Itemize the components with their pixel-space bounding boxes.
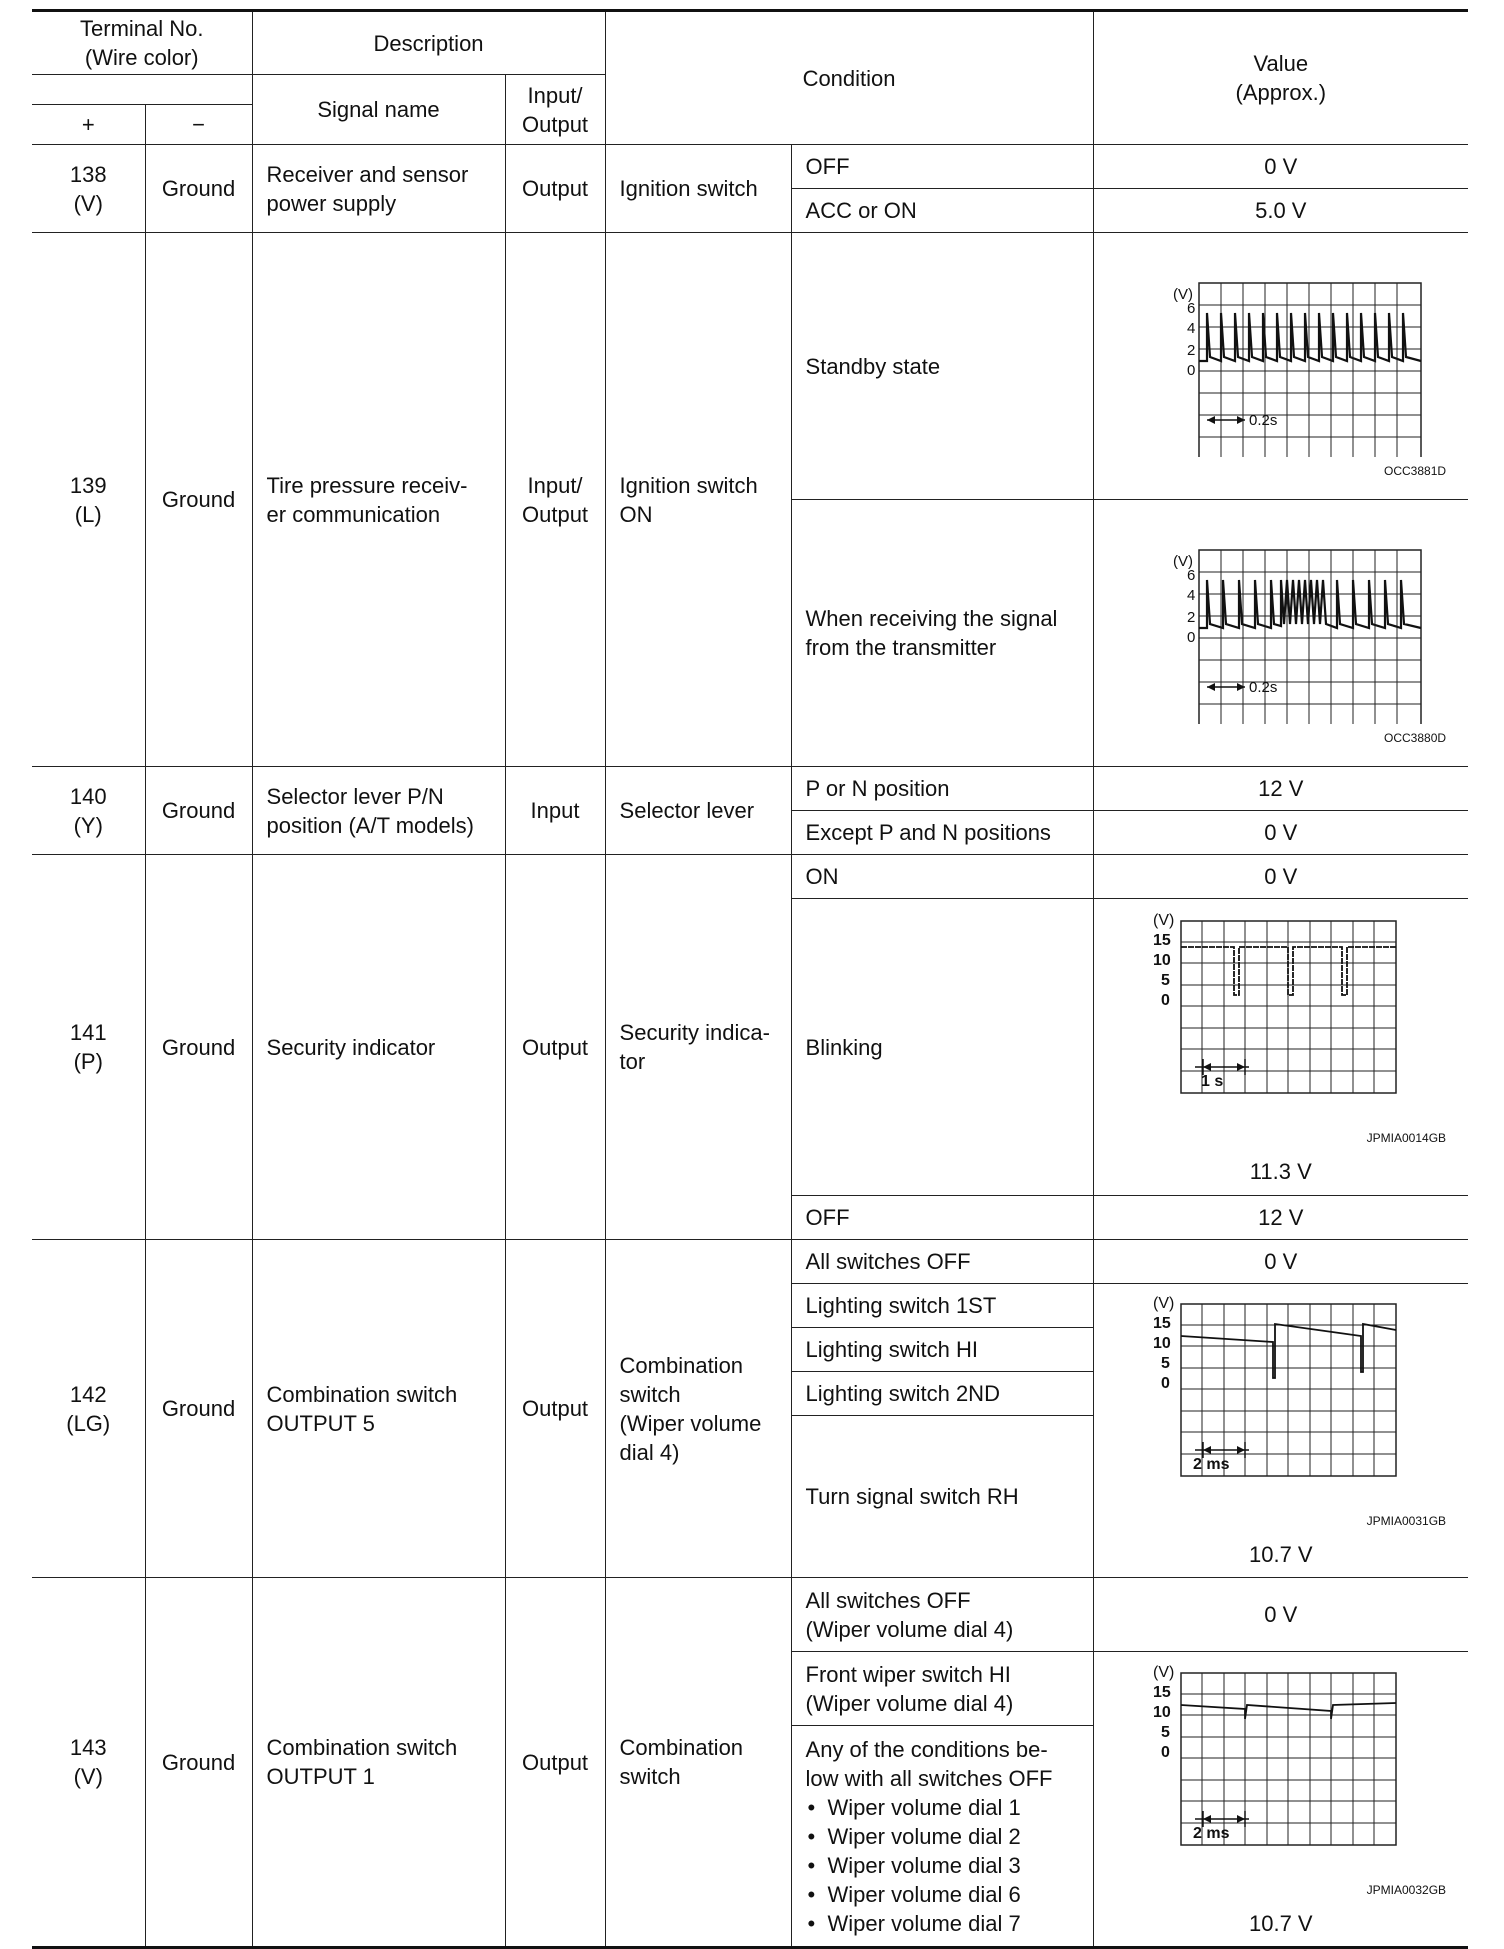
figure-code: JPMIA0031GB — [1366, 1514, 1447, 1528]
waveform-occ3881d — [1131, 247, 1431, 457]
io-cell: Output — [505, 855, 605, 1240]
scope-grid — [1199, 550, 1421, 724]
subcondition-cell: OFF — [791, 1196, 1093, 1240]
wiper-dial-list — [806, 1793, 1079, 1938]
time-label: 1 s — [1200, 1072, 1224, 1090]
condition-cell: Selector lever — [605, 767, 791, 855]
table-row — [32, 855, 1468, 899]
table-row — [32, 145, 1468, 189]
table-row — [32, 233, 1468, 500]
terminal-cell: 139 (L) — [32, 233, 145, 767]
signal-cell: Security indicator — [252, 855, 505, 1240]
header-row — [32, 11, 1468, 75]
waveform-jpmia0014gb — [1131, 909, 1431, 1124]
condition-header: Condition — [605, 11, 1093, 145]
value-cell — [1093, 233, 1468, 500]
value-cell — [1093, 1284, 1468, 1578]
subcondition-cell: All switches OFF (Wiper volume dial 4) — [791, 1578, 1093, 1652]
value-cell: 0 V — [1093, 1578, 1468, 1652]
axis-0-label: 0 — [1186, 628, 1196, 646]
subcondition-cell: Except P and N positions — [791, 811, 1093, 855]
list-item: • Wiper volume dial 3 — [806, 1851, 1079, 1880]
axis-0-label: 0 — [1160, 991, 1170, 1009]
condition-cell: Combination switch (Wiper volume dial 4) — [605, 1240, 791, 1578]
io-cell: Output — [505, 1240, 605, 1578]
value-cell: 0 V — [1093, 811, 1468, 855]
unit-label: (V) — [1152, 1663, 1175, 1681]
waveform-trace — [1181, 947, 1396, 995]
signal-cell: Selector lever P/N position (A/T models) — [252, 767, 505, 855]
plus-header: + — [32, 105, 145, 145]
subcondition-cell: Blinking — [791, 899, 1093, 1196]
figure-code: OCC3880D — [1384, 730, 1447, 745]
axis-4-label: 4 — [1186, 586, 1196, 604]
subcondition-cell: When receiving the signal from the transmitter — [791, 500, 1093, 767]
subcondition-cell: Front wiper switch HI (Wiper volume dial 4) — [791, 1652, 1093, 1726]
terminal-cell: 143 (V) — [32, 1578, 145, 1948]
arrow-head-icon — [1203, 1446, 1211, 1454]
terminal-cell: 140 (Y) — [32, 767, 145, 855]
arrow-head-icon — [1207, 683, 1215, 691]
axis-2-label: 2 — [1186, 341, 1196, 359]
subcondition-cell: OFF — [791, 145, 1093, 189]
axis-0-label: 0 — [1160, 1743, 1170, 1761]
arrow-head-icon — [1203, 1815, 1211, 1823]
subcondition-cell: Any of the conditions be- low with all switches OFF • Wiper volume dial 1 • Wiper volume dial 2 • Wiper volume dial 3 • Wiper volume dial 6 • Wiper volume dial 7 — [791, 1726, 1093, 1948]
figure-code: JPMIA0014GB — [1366, 1130, 1447, 1145]
value-cell — [1093, 899, 1468, 1196]
table-row — [32, 1240, 1468, 1284]
value-cell: 12 V — [1093, 767, 1468, 811]
ground-cell: Ground — [145, 233, 252, 767]
terminal-cell: 138 (V) — [32, 145, 145, 233]
io-cell: Input/ Output — [505, 233, 605, 767]
io-header: Input/ Output — [505, 75, 605, 145]
value-text: 11.3 V — [1249, 1158, 1312, 1184]
subcondition-cell: ACC or ON — [791, 189, 1093, 233]
axis-6-label: 6 — [1186, 299, 1196, 317]
value-cell: 5.0 V — [1093, 189, 1468, 233]
time-label: 2 ms — [1192, 1456, 1230, 1473]
axis-5-label: 5 — [1160, 971, 1170, 989]
scope-grid — [1199, 283, 1421, 457]
value-text: 10.7 V — [1248, 1910, 1313, 1936]
minus-header: − — [145, 105, 252, 145]
axis-2-label: 2 — [1186, 608, 1196, 626]
list-item: • Wiper volume dial 7 — [806, 1909, 1079, 1938]
arrow-head-icon — [1237, 1446, 1245, 1454]
value-cell — [1093, 500, 1468, 767]
arrow-head-icon — [1237, 683, 1245, 691]
subcondition-cell: Standby state — [791, 233, 1093, 500]
terminal-cell: 142 (LG) — [32, 1240, 145, 1578]
subcondition-cell: All switches OFF — [791, 1240, 1093, 1284]
waveform-jpmia0032gb — [1131, 1661, 1431, 1876]
axis-15-label: 15 — [1152, 931, 1171, 949]
axis-10-label: 10 — [1152, 1703, 1171, 1721]
signal-cell: Receiver and sensor power supply — [252, 145, 505, 233]
arrow-head-icon — [1237, 1063, 1245, 1071]
subcondition-cell: Lighting switch 2ND — [791, 1372, 1093, 1416]
ground-cell: Ground — [145, 1578, 252, 1948]
axis-6-label: 6 — [1186, 566, 1196, 584]
subcondition-cell: Lighting switch HI — [791, 1328, 1093, 1372]
value-cell: 0 V — [1093, 855, 1468, 899]
ground-cell: Ground — [145, 145, 252, 233]
ground-cell: Ground — [145, 855, 252, 1240]
ground-cell: Ground — [145, 1240, 252, 1578]
axis-5-label: 5 — [1160, 1355, 1170, 1372]
terminal-table — [32, 9, 1468, 1949]
unit-label: (V) — [1172, 552, 1193, 570]
ground-cell: Ground — [145, 767, 252, 855]
terminal-spacer — [32, 75, 252, 105]
figure-code: OCC3881D — [1384, 463, 1447, 478]
io-cell: Output — [505, 145, 605, 233]
list-item: • Wiper volume dial 2 — [806, 1822, 1079, 1851]
value-cell: 0 V — [1093, 1240, 1468, 1284]
arrow-head-icon — [1237, 1815, 1245, 1823]
axis-10-label: 10 — [1152, 951, 1171, 969]
waveform-jpmia0031gb — [1131, 1292, 1431, 1507]
axis-0-label: 0 — [1186, 361, 1196, 379]
condition-cell: Combination switch — [605, 1578, 791, 1948]
signal-cell: Combination switch OUTPUT 5 — [252, 1240, 505, 1578]
list-item: • Wiper volume dial 6 — [806, 1880, 1079, 1909]
value-cell: 0 V — [1093, 145, 1468, 189]
signal-cell: Combination switch OUTPUT 1 — [252, 1578, 505, 1948]
subcondition-cell: P or N position — [791, 767, 1093, 811]
io-cell: Output — [505, 1578, 605, 1948]
axis-5-label: 5 — [1160, 1723, 1170, 1741]
condition-cell: Ignition switch — [605, 145, 791, 233]
table-row — [32, 1578, 1468, 1652]
subcondition-cell: ON — [791, 855, 1093, 899]
terminal-cell: 141 (P) — [32, 855, 145, 1240]
time-label: 0.2s — [1248, 411, 1278, 429]
axis-15-label: 15 — [1152, 1683, 1171, 1701]
arrow-head-icon — [1237, 416, 1245, 424]
arrow-head-icon — [1203, 1063, 1211, 1071]
unit-label: (V) — [1152, 911, 1175, 929]
value-text: 10.7 V — [1248, 1542, 1313, 1567]
axis-0-label: 0 — [1160, 1375, 1170, 1392]
waveform-trace — [1199, 313, 1421, 361]
description-header: Description — [252, 11, 605, 75]
condition-cell: Ignition switch ON — [605, 233, 791, 767]
unit-label: (V) — [1172, 285, 1193, 303]
figure-code: JPMIA0032GB — [1366, 1882, 1447, 1897]
axis-4-label: 4 — [1186, 319, 1196, 337]
condition-cell: Security indica- tor — [605, 855, 791, 1240]
waveform-occ3880d — [1131, 514, 1431, 724]
table-row — [32, 767, 1468, 811]
arrow-head-icon — [1207, 416, 1215, 424]
value-header: Value (Approx.) — [1093, 11, 1468, 145]
list-item: • Wiper volume dial 1 — [806, 1793, 1079, 1822]
time-label: 0.2s — [1248, 678, 1278, 696]
axis-15-label: 15 — [1152, 1315, 1171, 1332]
signal-cell: Tire pressure receiv- er communication — [252, 233, 505, 767]
waveform-trace — [1199, 580, 1421, 628]
subcondition-cell: Lighting switch 1ST — [791, 1284, 1093, 1328]
time-label: 2 ms — [1192, 1824, 1230, 1842]
unit-label: (V) — [1152, 1295, 1175, 1312]
io-cell: Input — [505, 767, 605, 855]
signal-name-header: Signal name — [252, 75, 505, 145]
subcondition-cell: Turn signal switch RH — [791, 1416, 1093, 1578]
axis-10-label: 10 — [1152, 1335, 1171, 1352]
value-cell: 12 V — [1093, 1196, 1468, 1240]
terminal-no-header: Terminal No. (Wire color) — [32, 11, 252, 75]
value-cell — [1093, 1652, 1468, 1948]
